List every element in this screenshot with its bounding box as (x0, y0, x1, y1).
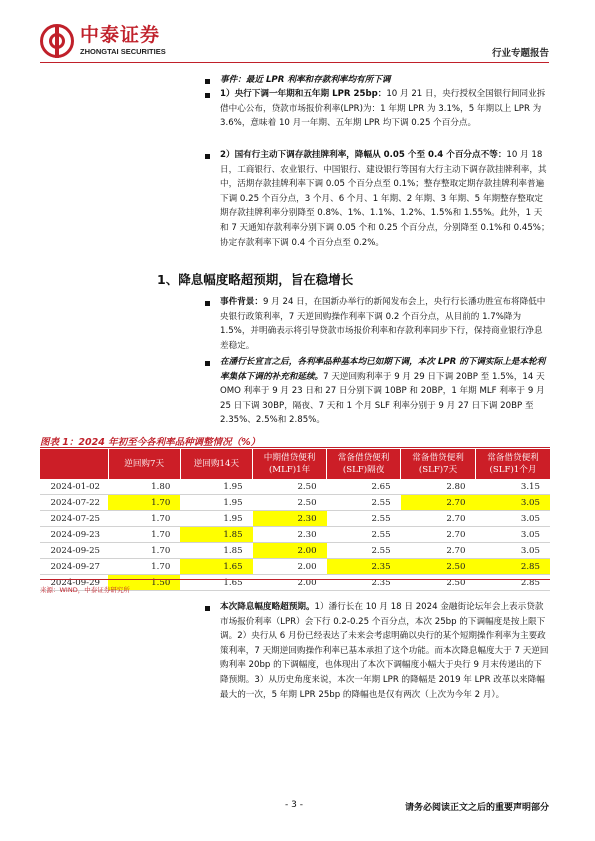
rate-cell: 1.70 (108, 511, 180, 527)
rate-cell: 2.50 (401, 559, 476, 575)
rate-cell: 2.00 (253, 543, 327, 559)
paragraph-body: 7 天逆回购利率于 9 月 29 日下调 20BP 至 1.5%，14 天 OMO 利率于 9 月 23 日和 27 日分别下调 10BP 和 20BP，1 年期 MLF 利率于 9 月 25 日下调 30BP，隔夜、7 天和 1 个月 SLF 利率分别于 9 月 27 日下调 20BP 至 2.35%、2.5%和 2.85%。 (220, 371, 545, 426)
rate-cell: 2.00 (253, 559, 327, 575)
page-number: - 3 - (285, 800, 303, 810)
rate-cell: 1.95 (180, 479, 252, 495)
rate-cell: 2.50 (401, 575, 476, 591)
rate-cell: 2.55 (327, 527, 401, 543)
bullet-icon (205, 361, 210, 366)
rate-cell: 1.85 (180, 543, 252, 559)
figure-bottom-rule (40, 579, 550, 580)
rate-cell: 3.05 (475, 527, 550, 543)
table-row (40, 527, 550, 543)
date-cell: 2024-09-23 (40, 527, 108, 543)
logo-chinese-name: 中泰证券 (80, 24, 161, 47)
rate-cell: 2.65 (327, 479, 401, 495)
bullet-icon (205, 301, 210, 306)
paragraph-lead: 1）央行下调一年期和五年期 LPR 25bp： (220, 89, 387, 99)
paragraph-rate-adjustments (220, 355, 550, 428)
bullet-icon (205, 154, 210, 159)
date-cell: 2024-09-29 (40, 575, 108, 591)
event-title: 事件：最近 LPR 利率和存款利率均有所下调 (220, 75, 391, 85)
rate-cell: 2.35 (327, 575, 401, 591)
header-divider (40, 62, 549, 63)
date-cell: 2024-09-25 (40, 543, 108, 559)
rate-cell: 3.05 (475, 495, 550, 511)
date-cell: 2024-07-22 (40, 495, 108, 511)
rate-cell: 2.70 (401, 543, 476, 559)
rate-cell: 2.30 (253, 511, 327, 527)
rate-cell: 2.70 (401, 495, 476, 511)
logo-emblem-icon (40, 24, 74, 58)
rate-cell: 2.55 (327, 495, 401, 511)
bullet-icon (205, 93, 210, 98)
rate-cell: 3.05 (475, 511, 550, 527)
rate-cell: 1.50 (108, 575, 180, 591)
paragraph-body: 10 月 21 日，央行授权全国银行间同业拆借中心公布，贷款市场报价利率(LPR)为：1 年期 LPR 为 3.1%，5 年期以上 LPR 为 3.6%，意味着 10 月一年期、五年期 LPR 均下调 0.25 个百分点。 (220, 89, 546, 129)
paragraph-deposit-rate-cut (220, 148, 550, 250)
table-row (40, 543, 550, 559)
table-row (40, 495, 550, 511)
section-heading: 1、降息幅度略超预期，旨在稳增长 (157, 272, 354, 287)
report-type: 行业专题报告 (491, 48, 549, 59)
rate-cell: 2.50 (253, 495, 327, 511)
bullet-icon (205, 79, 210, 84)
rate-cell: 1.80 (108, 479, 180, 495)
column-header (40, 449, 108, 479)
paragraph-lead: 2）国有行主动下调存款挂牌利率，降幅从 0.05 个至 0.4 个百分点不等： (220, 150, 507, 160)
company-logo (40, 24, 166, 58)
rate-cell: 2.55 (327, 543, 401, 559)
paragraph-lead: 事件背景： (220, 297, 263, 307)
rate-cell: 2.50 (253, 479, 327, 495)
figure-source: 来源：WIND，中泰证券研究所 (40, 586, 130, 594)
table-row (40, 559, 550, 575)
rate-cell: 2.00 (253, 575, 327, 591)
rate-cell: 1.70 (108, 527, 180, 543)
paragraph-event-background (220, 295, 550, 353)
column-header: 逆回购7天 (108, 449, 180, 479)
paragraph-lpr-cut (220, 87, 550, 131)
column-header: 常备借贷便利(SLF)7天 (401, 449, 476, 479)
paragraph-body: 9 月 24 日，在国新办举行的新闻发布会上，央行行长潘功胜宣布将降低中央银行政策利率，7 天逆回购操作利率下调 0.2 个百分点，从目前的 1.7%降为 1.5%，并明确表示将引导贷款市场报价利率和存款利率同步下行，保持商业银行净息差稳定。 (220, 297, 546, 351)
paragraph-body: 1）潘行长在 10 月 18 日 2024 金融街论坛年会上表示贷款市场报价利率（LPR）会下行 0.2-0.25 个百分点，本次 25bp 的下调幅度是按上限下调。2）央行从 6 月份已经表达了未来会考虑明确以央行的某个短期操作利率为主要政策利率，7 天期逆回购操作利率已基本承担了这个功能。而本次降息幅度大于 7 天逆回购利率 20bp 的下调幅度，也体现出了本次下调幅度小幅大于央行 9 月末传递出的下降预期。3）从历史角度来说，本次一年期 LPR 的降幅是 2019 年 LPR 改革以来降幅最大的一次，5 年期 LPR 25bp 的降幅也是仅有两次（上次为今年 2 月）。 (220, 602, 549, 700)
rate-cell: 1.65 (180, 575, 252, 591)
date-cell: 2024-01-02 (40, 479, 108, 495)
figure-top-rule (40, 447, 550, 448)
column-header: 中期借贷便利(MLF)1年 (253, 449, 327, 479)
column-header: 常备借贷便利(SLF)1个月 (475, 449, 550, 479)
table-row (40, 479, 550, 495)
rate-cell: 2.30 (253, 527, 327, 543)
paragraph-body: 10 月 18 日，工商银行、农业银行、中国银行、建设银行等国有大行主动下调存款挂牌利率，其中，活期存款挂牌利率下调 0.05 个百分点至 0.1%；整存整取定期存款挂牌利率普遍下调 0.25 个百分点，3 个月、6 个月、1 年期、2 年期、3 年期、5 年期整存整取定期存款挂牌利率分别降至 0.8%、1%、1.1%、1.2%、1.5%和 1.55%。此外，1 天和 7 天通知存款利率分别下调 0.05 个和 0.25 个百分点，分别降至 0.1%和 0.45%；协定存款利率下调 0.4 个百分点至 0.2%。 (220, 150, 550, 248)
rate-cell: 2.70 (401, 511, 476, 527)
paragraph-lead: 在潘行长宣言之后，各利率品种基本均已如期下调，本次 LPR 的下调实际上是本轮利率集体下调的补充和延续。 (220, 357, 546, 382)
bullet-icon (205, 606, 210, 611)
rate-cell: 1.95 (180, 511, 252, 527)
disclaimer-note: 请务必阅读正文之后的重要声明部分 (404, 803, 549, 813)
rate-cell: 1.85 (180, 527, 252, 543)
rate-cell: 2.85 (475, 575, 550, 591)
table-row (40, 511, 550, 527)
rate-cell: 2.80 (401, 479, 476, 495)
rate-cell: 1.70 (108, 559, 180, 575)
rate-cell: 2.70 (401, 527, 476, 543)
rate-adjustment-table (40, 449, 550, 591)
table-header-row (40, 449, 550, 479)
rate-cell: 3.15 (475, 479, 550, 495)
logo-english-name: ZHONGTAI SECURITIES (80, 47, 166, 57)
rate-cell: 1.70 (108, 495, 180, 511)
rate-cell: 3.05 (475, 543, 550, 559)
figure-title: 图表 1：2024 年初至今各利率品种调整情况（%） (40, 437, 261, 448)
rate-cell: 1.95 (180, 495, 252, 511)
column-header: 常备借贷便利(SLF)隔夜 (327, 449, 401, 479)
date-cell: 2024-09-27 (40, 559, 108, 575)
paragraph-analysis (220, 600, 550, 702)
rate-cell: 2.55 (327, 511, 401, 527)
paragraph-lead: 本次降息幅度略超预期。 (220, 602, 315, 612)
rate-cell: 1.70 (108, 543, 180, 559)
column-header: 逆回购14天 (180, 449, 252, 479)
rate-cell: 2.85 (475, 559, 550, 575)
rate-cell: 2.35 (327, 559, 401, 575)
date-cell: 2024-07-25 (40, 511, 108, 527)
rate-cell: 1.65 (180, 559, 252, 575)
